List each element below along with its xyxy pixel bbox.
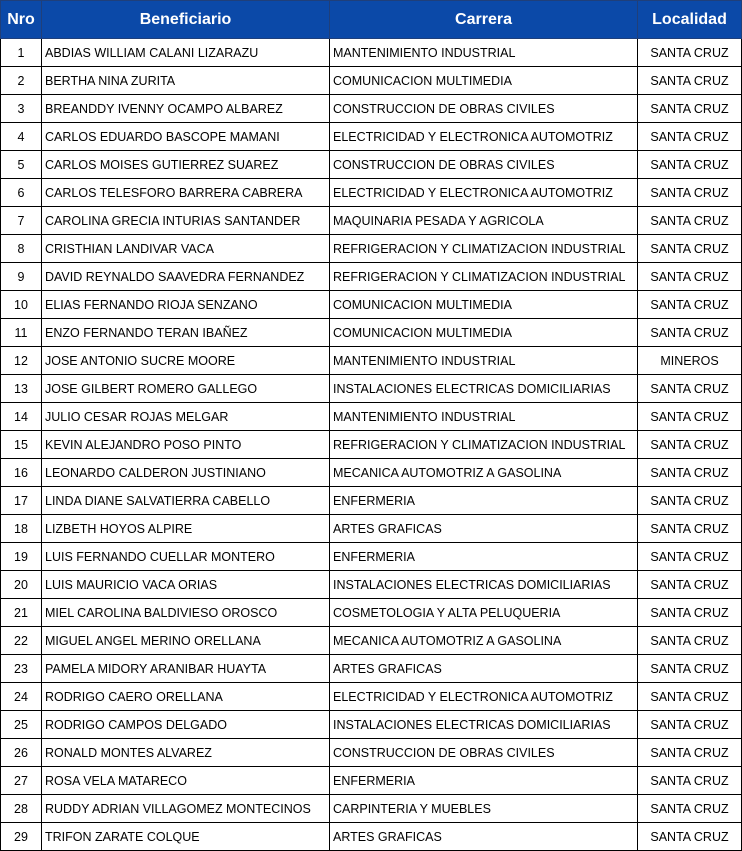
table-row (1, 683, 742, 711)
table-row (1, 767, 742, 795)
table-row (1, 319, 742, 347)
table-row (1, 487, 742, 515)
cell-carrera: REFRIGERACION Y CLIMATIZACION INDUSTRIAL (330, 431, 638, 459)
cell-nro: 7 (1, 207, 42, 235)
cell-localidad: SANTA CRUZ (638, 459, 742, 487)
header-row (1, 1, 742, 39)
header-nro: Nro (1, 1, 42, 39)
table-row (1, 571, 742, 599)
cell-carrera: COMUNICACION MULTIMEDIA (330, 319, 638, 347)
table-row (1, 431, 742, 459)
table-body (1, 39, 742, 851)
table-row (1, 347, 742, 375)
cell-beneficiario: RUDDY ADRIAN VILLAGOMEZ MONTECINOS (42, 795, 330, 823)
table-row (1, 403, 742, 431)
cell-nro: 29 (1, 823, 42, 851)
cell-beneficiario: RODRIGO CAMPOS DELGADO (42, 711, 330, 739)
cell-carrera: REFRIGERACION Y CLIMATIZACION INDUSTRIAL (330, 235, 638, 263)
cell-localidad: SANTA CRUZ (638, 207, 742, 235)
cell-nro: 22 (1, 627, 42, 655)
cell-nro: 4 (1, 123, 42, 151)
cell-nro: 28 (1, 795, 42, 823)
cell-nro: 21 (1, 599, 42, 627)
cell-localidad: SANTA CRUZ (638, 627, 742, 655)
cell-beneficiario: CRISTHIAN LANDIVAR VACA (42, 235, 330, 263)
header-beneficiario: Beneficiario (42, 1, 330, 39)
cell-localidad: SANTA CRUZ (638, 487, 742, 515)
cell-localidad: SANTA CRUZ (638, 431, 742, 459)
cell-beneficiario: JOSE GILBERT ROMERO GALLEGO (42, 375, 330, 403)
cell-localidad: SANTA CRUZ (638, 599, 742, 627)
table-row (1, 711, 742, 739)
cell-localidad: SANTA CRUZ (638, 795, 742, 823)
cell-nro: 6 (1, 179, 42, 207)
cell-carrera: MANTENIMIENTO INDUSTRIAL (330, 403, 638, 431)
cell-beneficiario: BREANDDY IVENNY OCAMPO ALBAREZ (42, 95, 330, 123)
cell-beneficiario: RONALD MONTES ALVAREZ (42, 739, 330, 767)
cell-beneficiario: JULIO CESAR ROJAS MELGAR (42, 403, 330, 431)
cell-carrera: ENFERMERIA (330, 487, 638, 515)
cell-nro: 20 (1, 571, 42, 599)
cell-localidad: SANTA CRUZ (638, 655, 742, 683)
cell-nro: 11 (1, 319, 42, 347)
table-row (1, 823, 742, 851)
cell-localidad: SANTA CRUZ (638, 543, 742, 571)
table-row (1, 39, 742, 67)
table-row (1, 375, 742, 403)
table-row (1, 459, 742, 487)
cell-localidad: SANTA CRUZ (638, 235, 742, 263)
cell-localidad: SANTA CRUZ (638, 123, 742, 151)
cell-carrera: ENFERMERIA (330, 767, 638, 795)
cell-localidad: SANTA CRUZ (638, 403, 742, 431)
cell-beneficiario: CARLOS TELESFORO BARRERA CABRERA (42, 179, 330, 207)
cell-carrera: ELECTRICIDAD Y ELECTRONICA AUTOMOTRIZ (330, 179, 638, 207)
cell-nro: 19 (1, 543, 42, 571)
cell-nro: 12 (1, 347, 42, 375)
cell-carrera: COSMETOLOGIA Y ALTA PELUQUERIA (330, 599, 638, 627)
table-row (1, 543, 742, 571)
table-row (1, 795, 742, 823)
cell-nro: 17 (1, 487, 42, 515)
table-row (1, 739, 742, 767)
cell-nro: 14 (1, 403, 42, 431)
cell-carrera: REFRIGERACION Y CLIMATIZACION INDUSTRIAL (330, 263, 638, 291)
cell-nro: 5 (1, 151, 42, 179)
cell-nro: 24 (1, 683, 42, 711)
cell-beneficiario: PAMELA MIDORY ARANIBAR HUAYTA (42, 655, 330, 683)
cell-nro: 26 (1, 739, 42, 767)
cell-nro: 2 (1, 67, 42, 95)
table-row (1, 291, 742, 319)
cell-nro: 1 (1, 39, 42, 67)
cell-nro: 27 (1, 767, 42, 795)
cell-beneficiario: BERTHA NINA ZURITA (42, 67, 330, 95)
cell-carrera: INSTALACIONES ELECTRICAS DOMICILIARIAS (330, 711, 638, 739)
cell-beneficiario: LEONARDO CALDERON JUSTINIANO (42, 459, 330, 487)
cell-carrera: COMUNICACION MULTIMEDIA (330, 291, 638, 319)
cell-localidad: SANTA CRUZ (638, 95, 742, 123)
cell-carrera: CONSTRUCCION DE OBRAS CIVILES (330, 151, 638, 179)
cell-carrera: INSTALACIONES ELECTRICAS DOMICILIARIAS (330, 571, 638, 599)
cell-carrera: ELECTRICIDAD Y ELECTRONICA AUTOMOTRIZ (330, 683, 638, 711)
cell-carrera: COMUNICACION MULTIMEDIA (330, 67, 638, 95)
cell-localidad: SANTA CRUZ (638, 823, 742, 851)
cell-localidad: SANTA CRUZ (638, 319, 742, 347)
cell-localidad: SANTA CRUZ (638, 767, 742, 795)
cell-localidad: SANTA CRUZ (638, 375, 742, 403)
cell-beneficiario: LUIS FERNANDO CUELLAR MONTERO (42, 543, 330, 571)
table-row (1, 655, 742, 683)
cell-nro: 16 (1, 459, 42, 487)
cell-beneficiario: JOSE ANTONIO SUCRE MOORE (42, 347, 330, 375)
cell-beneficiario: LUIS MAURICIO VACA ORIAS (42, 571, 330, 599)
table-row (1, 515, 742, 543)
cell-beneficiario: MIEL CAROLINA BALDIVIESO OROSCO (42, 599, 330, 627)
cell-carrera: MAQUINARIA PESADA Y AGRICOLA (330, 207, 638, 235)
cell-localidad: SANTA CRUZ (638, 291, 742, 319)
cell-beneficiario: ENZO FERNANDO TERAN IBAÑEZ (42, 319, 330, 347)
cell-localidad: SANTA CRUZ (638, 571, 742, 599)
header-carrera: Carrera (330, 1, 638, 39)
cell-carrera: CONSTRUCCION DE OBRAS CIVILES (330, 739, 638, 767)
cell-beneficiario: CARLOS EDUARDO BASCOPE MAMANI (42, 123, 330, 151)
cell-carrera: ENFERMERIA (330, 543, 638, 571)
table-row (1, 151, 742, 179)
cell-nro: 8 (1, 235, 42, 263)
cell-beneficiario: DAVID REYNALDO SAAVEDRA FERNANDEZ (42, 263, 330, 291)
header-localidad: Localidad (638, 1, 742, 39)
cell-localidad: SANTA CRUZ (638, 515, 742, 543)
cell-localidad: SANTA CRUZ (638, 739, 742, 767)
cell-localidad: SANTA CRUZ (638, 151, 742, 179)
table-row (1, 179, 742, 207)
cell-beneficiario: MIGUEL ANGEL MERINO ORELLANA (42, 627, 330, 655)
table-header (1, 1, 742, 39)
cell-carrera: MANTENIMIENTO INDUSTRIAL (330, 347, 638, 375)
cell-carrera: CONSTRUCCION DE OBRAS CIVILES (330, 95, 638, 123)
cell-beneficiario: KEVIN ALEJANDRO POSO PINTO (42, 431, 330, 459)
cell-nro: 10 (1, 291, 42, 319)
cell-carrera: ELECTRICIDAD Y ELECTRONICA AUTOMOTRIZ (330, 123, 638, 151)
cell-beneficiario: ELIAS FERNANDO RIOJA SENZANO (42, 291, 330, 319)
cell-beneficiario: LINDA DIANE SALVATIERRA CABELLO (42, 487, 330, 515)
cell-localidad: SANTA CRUZ (638, 683, 742, 711)
cell-nro: 15 (1, 431, 42, 459)
cell-nro: 25 (1, 711, 42, 739)
cell-beneficiario: LIZBETH HOYOS ALPIRE (42, 515, 330, 543)
cell-carrera: ARTES GRAFICAS (330, 823, 638, 851)
cell-beneficiario: ABDIAS WILLIAM CALANI LIZARAZU (42, 39, 330, 67)
cell-beneficiario: TRIFON ZARATE COLQUE (42, 823, 330, 851)
cell-carrera: INSTALACIONES ELECTRICAS DOMICILIARIAS (330, 375, 638, 403)
cell-carrera: MECANICA AUTOMOTRIZ A GASOLINA (330, 459, 638, 487)
table-row (1, 95, 742, 123)
cell-carrera: ARTES GRAFICAS (330, 515, 638, 543)
cell-beneficiario: ROSA VELA MATARECO (42, 767, 330, 795)
cell-localidad: SANTA CRUZ (638, 711, 742, 739)
cell-localidad: MINEROS (638, 347, 742, 375)
cell-localidad: SANTA CRUZ (638, 263, 742, 291)
cell-beneficiario: CAROLINA GRECIA INTURIAS SANTANDER (42, 207, 330, 235)
cell-carrera: ARTES GRAFICAS (330, 655, 638, 683)
cell-nro: 23 (1, 655, 42, 683)
table-row (1, 627, 742, 655)
cell-carrera: CARPINTERIA Y MUEBLES (330, 795, 638, 823)
cell-localidad: SANTA CRUZ (638, 67, 742, 95)
cell-nro: 13 (1, 375, 42, 403)
table-row (1, 67, 742, 95)
cell-nro: 18 (1, 515, 42, 543)
table-row (1, 123, 742, 151)
table-row (1, 207, 742, 235)
cell-nro: 3 (1, 95, 42, 123)
table-row (1, 235, 742, 263)
cell-localidad: SANTA CRUZ (638, 179, 742, 207)
cell-carrera: MECANICA AUTOMOTRIZ A GASOLINA (330, 627, 638, 655)
table-row (1, 599, 742, 627)
table-row (1, 263, 742, 291)
cell-beneficiario: CARLOS MOISES GUTIERREZ SUAREZ (42, 151, 330, 179)
cell-localidad: SANTA CRUZ (638, 39, 742, 67)
cell-beneficiario: RODRIGO CAERO ORELLANA (42, 683, 330, 711)
cell-nro: 9 (1, 263, 42, 291)
cell-carrera: MANTENIMIENTO INDUSTRIAL (330, 39, 638, 67)
